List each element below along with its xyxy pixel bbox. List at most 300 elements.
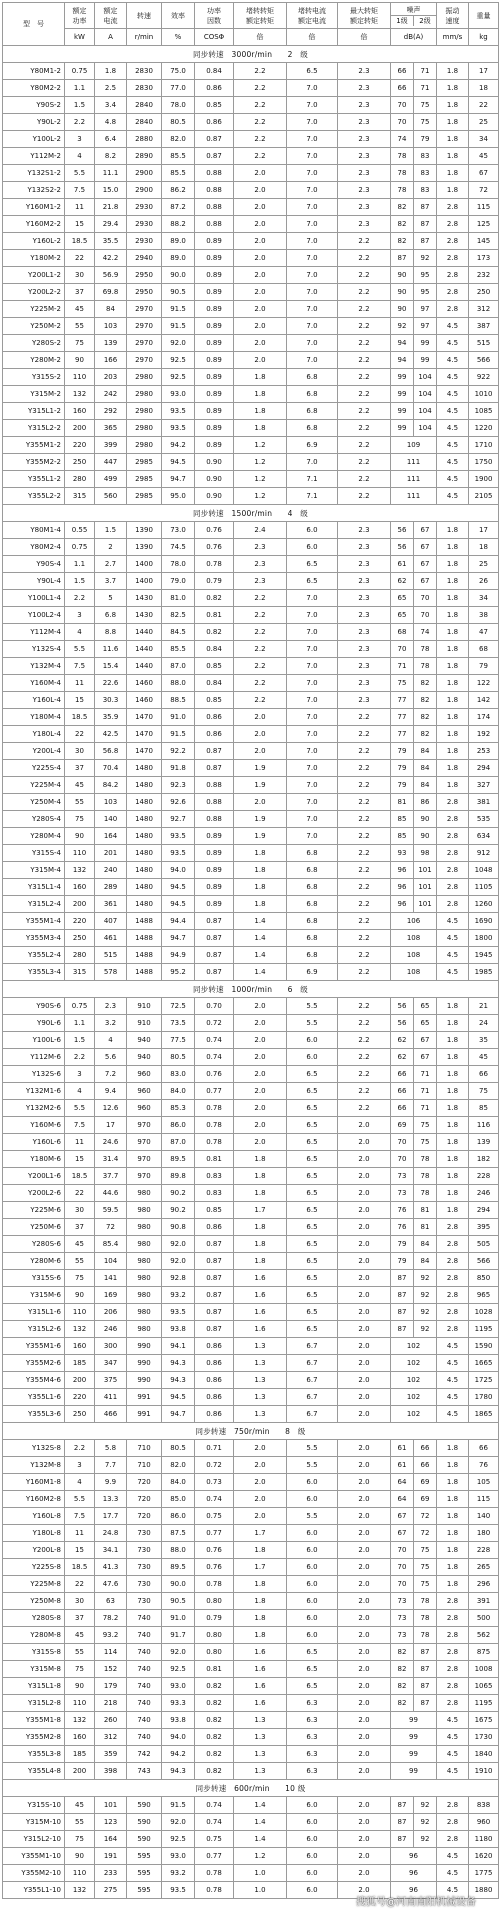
table-row [3,845,499,862]
cell-speed: 1440 [127,658,162,675]
cell-locked-torque-ratio: 1.8 [234,1168,287,1185]
cell-locked-current-ratio: 6.3 [287,1695,338,1712]
cell-noise: 102 [391,1406,437,1423]
cell-noise-grade1: 79 [391,743,414,760]
cell-max-torque-ratio: 2.3 [338,641,391,658]
cell-power-factor: 0.89 [195,879,234,896]
cell-noise-grade2: 84 [414,1253,437,1270]
cell-noise-grade2: 78 [414,1627,437,1644]
cell-current: 233 [95,1865,127,1882]
cell-power-factor: 0.78 [195,1134,234,1151]
cell-vibration: 4.5 [437,1355,469,1372]
cell-speed: 2950 [127,267,162,284]
cell-weight: 17 [469,63,499,80]
cell-model: Y132M-4 [3,658,65,675]
cell-noise-grade1: 82 [391,233,414,250]
cell-model: Y160M2-8 [3,1491,65,1508]
table-row [3,913,499,930]
cell-power: 160 [65,403,95,420]
cell-current: 3.7 [95,573,127,590]
cell-speed: 1488 [127,964,162,981]
cell-noise-grade2: 71 [414,63,437,80]
cell-efficiency: 86.0 [162,1508,195,1525]
cell-model: Y200L-8 [3,1542,65,1559]
cell-noise-grade2: 69 [414,1474,437,1491]
cell-power-factor: 0.89 [195,828,234,845]
cell-current: 35.5 [95,233,127,250]
cell-power-factor: 0.82 [195,1763,234,1780]
cell-efficiency: 92.0 [162,335,195,352]
cell-locked-torque-ratio: 2.0 [234,709,287,726]
cell-efficiency: 94.3 [162,1372,195,1389]
cell-locked-torque-ratio: 1.3 [234,1355,287,1372]
table-row [3,998,499,1015]
cell-current: 218 [95,1695,127,1712]
section-title: 同步转速 3000r/min 2 级 [3,46,499,63]
cell-speed: 2980 [127,369,162,386]
cell-current: 289 [95,879,127,896]
cell-locked-torque-ratio: 1.3 [234,1763,287,1780]
cell-model: Y355L3-4 [3,964,65,981]
cell-model: Y355M4-6 [3,1372,65,1389]
cell-current: 59.5 [95,1202,127,1219]
cell-current: 203 [95,369,127,386]
cell-power: 185 [65,1355,95,1372]
cell-model: Y315L2-2 [3,420,65,437]
cell-speed: 970 [127,1117,162,1134]
cell-locked-torque-ratio: 1.4 [234,1814,287,1831]
cell-noise-grade1: 82 [391,216,414,233]
cell-locked-torque-ratio: 1.9 [234,777,287,794]
cell-noise: 102 [391,1338,437,1355]
cell-max-torque-ratio: 2.2 [338,828,391,845]
cell-vibration: 4.5 [437,1372,469,1389]
cell-weight: 265 [469,1559,499,1576]
table-row [3,1389,499,1406]
cell-power: 45 [65,1627,95,1644]
cell-vibration: 4.5 [437,1389,469,1406]
cell-speed: 2985 [127,471,162,488]
cell-current: 15.0 [95,182,127,199]
cell-efficiency: 92.5 [162,369,195,386]
cell-speed: 1480 [127,828,162,845]
cell-locked-current-ratio: 7.0 [287,624,338,641]
cell-power: 45 [65,777,95,794]
cell-power-factor: 0.82 [195,590,234,607]
cell-locked-torque-ratio: 2.0 [234,1440,287,1457]
cell-model: Y355M1-4 [3,913,65,930]
cell-locked-current-ratio: 6.5 [287,1678,338,1695]
cell-weight: 1775 [469,1865,499,1882]
cell-current: 365 [95,420,127,437]
cell-speed: 1488 [127,930,162,947]
cell-locked-current-ratio: 6.5 [287,1644,338,1661]
cell-locked-torque-ratio: 1.6 [234,1661,287,1678]
cell-max-torque-ratio: 2.2 [338,386,391,403]
cell-power-factor: 0.89 [195,403,234,420]
cell-locked-current-ratio: 6.5 [287,1287,338,1304]
cell-efficiency: 92.0 [162,1253,195,1270]
cell-max-torque-ratio: 2.0 [338,1814,391,1831]
cell-locked-current-ratio: 7.0 [287,284,338,301]
cell-power-factor: 0.88 [195,777,234,794]
cell-current: 2 [95,539,127,556]
cell-current: 17 [95,1117,127,1134]
cell-efficiency: 93.5 [162,420,195,437]
cell-locked-current-ratio: 6.5 [287,1661,338,1678]
cell-noise: 111 [391,488,437,505]
cell-noise-grade1: 85 [391,828,414,845]
cell-noise-grade2: 84 [414,777,437,794]
cell-noise-grade1: 74 [391,131,414,148]
cell-max-torque-ratio: 2.2 [338,709,391,726]
cell-locked-torque-ratio: 1.4 [234,947,287,964]
cell-vibration: 4.5 [437,1763,469,1780]
cell-efficiency: 84.0 [162,1474,195,1491]
cell-weight: 125 [469,216,499,233]
cell-locked-current-ratio: 6.0 [287,1049,338,1066]
cell-efficiency: 89.5 [162,1559,195,1576]
cell-efficiency: 90.2 [162,1202,195,1219]
cell-noise-grade1: 62 [391,1049,414,1066]
table-row [3,1066,499,1083]
cell-current: 8.2 [95,148,127,165]
cell-model: Y250M-8 [3,1593,65,1610]
cell-speed: 2980 [127,386,162,403]
cell-current: 141 [95,1270,127,1287]
cell-efficiency: 90.2 [162,1185,195,1202]
cell-efficiency: 87.5 [162,1525,195,1542]
cell-model: Y132M-8 [3,1457,65,1474]
cell-locked-current-ratio: 6.8 [287,879,338,896]
table-row [3,1729,499,1746]
cell-noise-grade2: 78 [414,1168,437,1185]
cell-noise-grade1: 90 [391,267,414,284]
cell-max-torque-ratio: 2.0 [338,1678,391,1695]
cell-locked-current-ratio: 6.5 [287,1321,338,1338]
cell-power: 45 [65,301,95,318]
cell-power: 280 [65,471,95,488]
cell-speed: 980 [127,1304,162,1321]
cell-speed: 2970 [127,301,162,318]
cell-weight: 18 [469,80,499,97]
cell-speed: 730 [127,1542,162,1559]
cell-noise-grade2: 72 [414,1525,437,1542]
cell-power: 5.5 [65,641,95,658]
cell-current: 578 [95,964,127,981]
cell-speed: 2985 [127,488,162,505]
cell-speed: 2930 [127,233,162,250]
cell-power: 110 [65,1304,95,1321]
cell-weight: 25 [469,556,499,573]
section-header-row [3,1780,499,1797]
cell-weight: 1900 [469,471,499,488]
cell-current: 140 [95,811,127,828]
cell-efficiency: 89.0 [162,250,195,267]
table-row [3,1219,499,1236]
cell-power: 132 [65,1712,95,1729]
cell-power: 315 [65,488,95,505]
cell-max-torque-ratio: 2.0 [338,1474,391,1491]
section-header-row [3,1423,499,1440]
cell-noise: 108 [391,947,437,964]
header-speed: 转速 [127,3,162,29]
cell-current: 30.3 [95,692,127,709]
cell-locked-torque-ratio: 1.9 [234,828,287,845]
cell-vibration: 1.8 [437,1168,469,1185]
header-locked-current-ratio: 堵转电流 额定电流 [287,3,338,29]
cell-model: Y160L-8 [3,1508,65,1525]
cell-max-torque-ratio: 2.0 [338,1746,391,1763]
cell-noise-grade1: 67 [391,1525,414,1542]
cell-noise-grade2: 87 [414,199,437,216]
cell-speed: 595 [127,1865,162,1882]
cell-locked-torque-ratio: 1.9 [234,811,287,828]
cell-power-factor: 0.74 [195,1814,234,1831]
section-title: 同步转速 750r/min 8 级 [3,1423,499,1440]
cell-vibration: 1.8 [437,641,469,658]
cell-locked-torque-ratio: 1.9 [234,760,287,777]
cell-locked-torque-ratio: 2.4 [234,522,287,539]
unit-power: kW [65,29,95,46]
cell-weight: 566 [469,1253,499,1270]
cell-power: 90 [65,1287,95,1304]
cell-noise-grade2: 98 [414,845,437,862]
cell-power: 200 [65,1372,95,1389]
cell-power-factor: 0.87 [195,131,234,148]
cell-power: 15 [65,1542,95,1559]
table-row [3,1185,499,1202]
cell-weight: 1048 [469,862,499,879]
cell-locked-torque-ratio: 2.0 [234,1508,287,1525]
header-noise-grade1: 1级 [391,16,414,26]
cell-noise-grade2: 67 [414,522,437,539]
cell-locked-current-ratio: 7.0 [287,114,338,131]
cell-locked-current-ratio: 6.0 [287,1610,338,1627]
cell-noise-grade2: 97 [414,318,437,335]
cell-speed: 970 [127,1168,162,1185]
cell-model: Y225M-6 [3,1202,65,1219]
cell-vibration: 4.5 [437,352,469,369]
cell-weight: 395 [469,1219,499,1236]
cell-efficiency: 85.5 [162,148,195,165]
cell-locked-current-ratio: 7.0 [287,318,338,335]
cell-locked-torque-ratio: 1.3 [234,1746,287,1763]
cell-locked-torque-ratio: 2.0 [234,216,287,233]
cell-max-torque-ratio: 2.2 [338,879,391,896]
cell-current: 2.7 [95,556,127,573]
cell-noise-grade1: 61 [391,1457,414,1474]
cell-locked-torque-ratio: 1.2 [234,488,287,505]
cell-vibration: 1.8 [437,1151,469,1168]
cell-efficiency: 86.2 [162,182,195,199]
cell-max-torque-ratio: 2.0 [338,1882,391,1899]
cell-noise-grade1: 96 [391,879,414,896]
cell-speed: 2890 [127,148,162,165]
cell-locked-torque-ratio: 1.8 [234,845,287,862]
cell-locked-torque-ratio: 1.8 [234,1219,287,1236]
cell-speed: 740 [127,1661,162,1678]
cell-locked-torque-ratio: 1.7 [234,1525,287,1542]
cell-power-factor: 0.84 [195,63,234,80]
cell-vibration: 2.8 [437,1287,469,1304]
cell-locked-torque-ratio: 2.0 [234,250,287,267]
table-row [3,1848,499,1865]
cell-vibration: 2.8 [437,1321,469,1338]
cell-locked-torque-ratio: 2.0 [234,1049,287,1066]
cell-vibration: 2.8 [437,845,469,862]
cell-noise-grade1: 87 [391,250,414,267]
table-row [3,488,499,505]
table-row [3,1134,499,1151]
cell-locked-current-ratio: 6.0 [287,1882,338,1899]
cell-locked-current-ratio: 5.5 [287,1015,338,1032]
cell-power: 0.75 [65,63,95,80]
cell-efficiency: 77.0 [162,80,195,97]
cell-speed: 2880 [127,131,162,148]
cell-power: 110 [65,369,95,386]
cell-locked-current-ratio: 7.0 [287,590,338,607]
cell-locked-torque-ratio: 1.8 [234,386,287,403]
cell-speed: 1400 [127,556,162,573]
cell-max-torque-ratio: 2.3 [338,658,391,675]
table-row [3,63,499,80]
cell-current: 84 [95,301,127,318]
cell-current: 56.8 [95,743,127,760]
cell-locked-torque-ratio: 1.8 [234,1542,287,1559]
cell-noise-grade1: 79 [391,777,414,794]
cell-weight: 1010 [469,386,499,403]
cell-max-torque-ratio: 2.0 [338,1219,391,1236]
cell-model: Y250M-4 [3,794,65,811]
cell-max-torque-ratio: 2.0 [338,1542,391,1559]
cell-model: Y90S-4 [3,556,65,573]
cell-noise-grade2: 75 [414,1117,437,1134]
cell-model: Y280M-2 [3,352,65,369]
cell-max-torque-ratio: 2.3 [338,148,391,165]
header-power: 额定 功率 [65,3,95,29]
cell-model: Y160M1-2 [3,199,65,216]
cell-speed: 2970 [127,335,162,352]
cell-noise-grade2: 87 [414,1695,437,1712]
cell-power-factor: 0.87 [195,930,234,947]
cell-power: 7.5 [65,182,95,199]
cell-max-torque-ratio: 2.0 [338,1491,391,1508]
cell-noise-grade1: 78 [391,148,414,165]
table-row [3,743,499,760]
cell-power-factor: 0.88 [195,199,234,216]
cell-max-torque-ratio: 2.2 [338,403,391,420]
cell-vibration: 1.8 [437,624,469,641]
cell-max-torque-ratio: 2.0 [338,1406,391,1423]
cell-current: 56.9 [95,267,127,284]
cell-power-factor: 0.88 [195,182,234,199]
cell-locked-torque-ratio: 2.2 [234,114,287,131]
cell-speed: 980 [127,1287,162,1304]
cell-noise-grade1: 87 [391,1287,414,1304]
cell-weight: 1105 [469,879,499,896]
cell-vibration: 1.8 [437,539,469,556]
cell-current: 191 [95,1848,127,1865]
cell-power-factor: 0.86 [195,80,234,97]
cell-vibration: 1.8 [437,80,469,97]
table-row [3,403,499,420]
cell-noise-grade2: 82 [414,726,437,743]
cell-power: 2.2 [65,1440,95,1457]
cell-power-factor: 0.87 [195,148,234,165]
cell-power: 0.75 [65,998,95,1015]
section-header-row [3,46,499,63]
cell-noise-grade2: 92 [414,1270,437,1287]
cell-locked-torque-ratio: 1.6 [234,1287,287,1304]
cell-weight: 387 [469,318,499,335]
cell-max-torque-ratio: 2.0 [338,1848,391,1865]
cell-weight: 75 [469,1083,499,1100]
cell-model: Y250M-2 [3,318,65,335]
cell-noise-grade2: 87 [414,1644,437,1661]
cell-model: Y100L1-4 [3,590,65,607]
cell-speed: 980 [127,1253,162,1270]
cell-max-torque-ratio: 2.2 [338,233,391,250]
cell-noise-grade2: 75 [414,1559,437,1576]
cell-locked-current-ratio: 6.5 [287,1236,338,1253]
cell-vibration: 1.8 [437,1117,469,1134]
cell-noise-grade2: 87 [414,1678,437,1695]
cell-speed: 990 [127,1372,162,1389]
cell-power: 90 [65,828,95,845]
unit-locked-torque-ratio: 倍 [234,29,287,46]
cell-model: Y160M-6 [3,1117,65,1134]
cell-efficiency: 80.5 [162,114,195,131]
cell-vibration: 1.8 [437,1134,469,1151]
cell-weight: 253 [469,743,499,760]
cell-max-torque-ratio: 2.3 [338,114,391,131]
cell-weight: 912 [469,845,499,862]
cell-noise-grade2: 99 [414,352,437,369]
cell-model: Y355M1-2 [3,437,65,454]
cell-power: 110 [65,1865,95,1882]
cell-power: 200 [65,420,95,437]
cell-current: 6.8 [95,607,127,624]
cell-locked-torque-ratio: 2.0 [234,1032,287,1049]
cell-vibration: 2.8 [437,216,469,233]
cell-speed: 2980 [127,437,162,454]
cell-weight: 1800 [469,930,499,947]
cell-power-factor: 0.89 [195,267,234,284]
cell-speed: 990 [127,1338,162,1355]
cell-power-factor: 0.89 [195,369,234,386]
cell-weight: 1065 [469,1678,499,1695]
cell-locked-current-ratio: 7.0 [287,97,338,114]
cell-power-factor: 0.87 [195,1236,234,1253]
cell-power: 75 [65,1831,95,1848]
cell-speed: 960 [127,1083,162,1100]
cell-vibration: 4.5 [437,403,469,420]
cell-model: Y315M-10 [3,1814,65,1831]
cell-efficiency: 92.0 [162,1814,195,1831]
cell-vibration: 1.8 [437,131,469,148]
cell-power: 75 [65,335,95,352]
cell-current: 21.8 [95,199,127,216]
cell-model: Y280M-4 [3,828,65,845]
cell-noise-grade2: 86 [414,794,437,811]
cell-weight: 1865 [469,1406,499,1423]
cell-vibration: 1.8 [437,998,469,1015]
cell-max-torque-ratio: 2.0 [338,1321,391,1338]
cell-locked-current-ratio: 7.1 [287,471,338,488]
cell-efficiency: 91.7 [162,1627,195,1644]
cell-noise-grade1: 75 [391,675,414,692]
